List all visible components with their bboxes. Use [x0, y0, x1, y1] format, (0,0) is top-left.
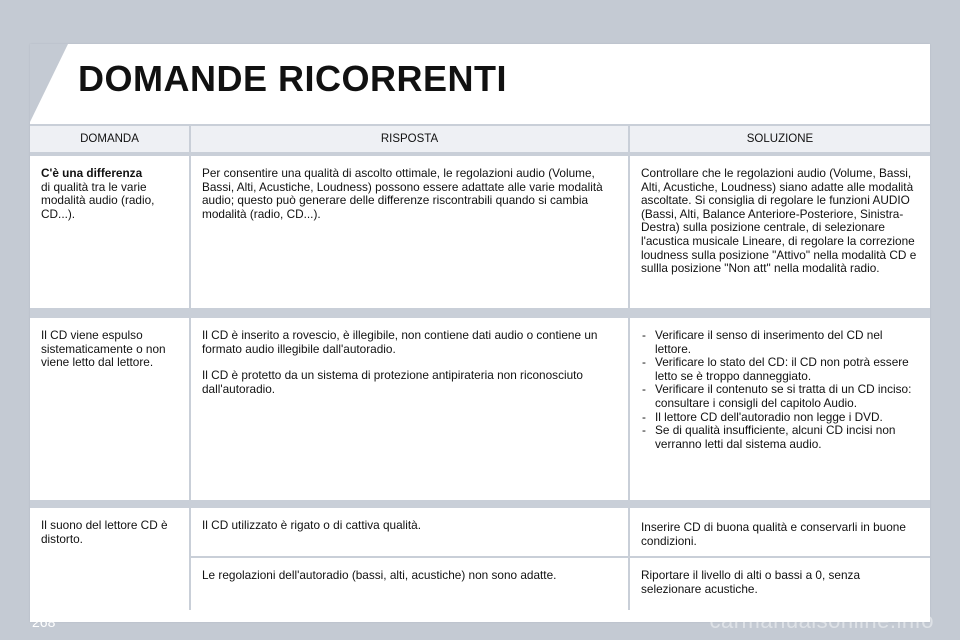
row3-answer-b: [191, 558, 628, 610]
page-title: DOMANDE RICORRENTI: [78, 58, 507, 99]
faq-table: [30, 124, 930, 610]
row1-solution-text: Controllare che le regolazioni audio (Volume, Bassi, Alti, Acustiche, Loudness) siano adatte alle modalità ascoltate. Si consiglia di regolare le funzioni AUDIO (Bassi, Alti, Balance Anteriore-Posteriore, Sinistra-Destra) sulla posizione centrale, di selezionare l'acustica musicale Lineare, di regolare la correzione loudness sulla posizione "Attivo" nella modalità CD e sullla posizione "Non att" nella modalità radio.: [641, 166, 917, 276]
row2-question: [30, 318, 189, 500]
row2-answer-text-2: Il CD è protetto da un sistema di protezione antipirateria non riconosciuto dall'autoradio.: [202, 368, 583, 396]
row1-question-bold: C'è una differenza: [41, 166, 143, 180]
row3-solution-b-text: Riportare il livello di alti o bassi a 0, senza selezionare acustiche.: [641, 568, 861, 596]
row3-answer-a: [191, 508, 628, 556]
list-item: - Verificare lo stato del CD: il CD non potrà essere letto se è troppo danneggiato.: [641, 356, 920, 383]
row3-question: [30, 508, 189, 610]
row2-answer-text-1: Il CD è inserito a rovescio, è illegibile, non contiene dati audio o contiene un formato audio illegibile dall'autoradio.: [202, 328, 598, 356]
row1-question: [30, 156, 189, 308]
list-item: - Verificare il contenuto se si tratta di un CD inciso: consultare i consigli del capitolo Audio.: [641, 383, 920, 410]
row3-answer-b-text: Le regolazioni dell'autoradio (bassi, alti, acustiche) non sono adatte.: [202, 568, 557, 582]
header-domanda: DOMANDA: [30, 126, 189, 152]
row3-answer-a-text: Il CD utilizzato è rigato o di cattiva qualità.: [202, 518, 422, 532]
row1-answer-text: Per consentire una qualità di ascolto ottimale, le regolazioni audio (Volume, Bassi, Alti, Acustiche, Loudness) possono essere adattate alle varie modalità audio; questo può generare delle differenze riscontrabili quando si cambia modalità (radio, CD...).: [202, 166, 603, 221]
row2-solution: [630, 318, 930, 500]
list-item: - Verificare il senso di inserimento del CD nel lettore.: [641, 329, 920, 356]
row2-answer: [191, 318, 628, 500]
row3-question-text: Il suono del lettore CD è distorto.: [41, 518, 168, 546]
list-item: - Il lettore CD dell'autoradio non legge i DVD.: [641, 411, 920, 425]
page-number: 268: [32, 614, 56, 630]
row2-question-text: Il CD viene espulso sistematicamente o non viene letto dal lettore.: [41, 328, 166, 370]
row1-solution: [630, 156, 930, 308]
header-risposta: RISPOSTA: [191, 126, 628, 152]
row3-solution-b: [630, 558, 930, 610]
row3-solution-a: [630, 508, 930, 556]
row1-answer: [191, 156, 628, 308]
list-item: - Se di qualità insufficiente, alcuni CD incisi non verranno letti dal sistema audio.: [641, 424, 920, 451]
watermark: carmanualsonline.info: [709, 608, 934, 633]
row1-question-text: di qualità tra le varie modalità audio (radio, CD...).: [41, 179, 155, 221]
row3-solution-a-text: Inserire CD di buona qualità e conservarli in buone condizioni.: [641, 520, 906, 548]
header-soluzione: SOLUZIONE: [630, 126, 930, 152]
row2-solution-list: [641, 329, 920, 451]
